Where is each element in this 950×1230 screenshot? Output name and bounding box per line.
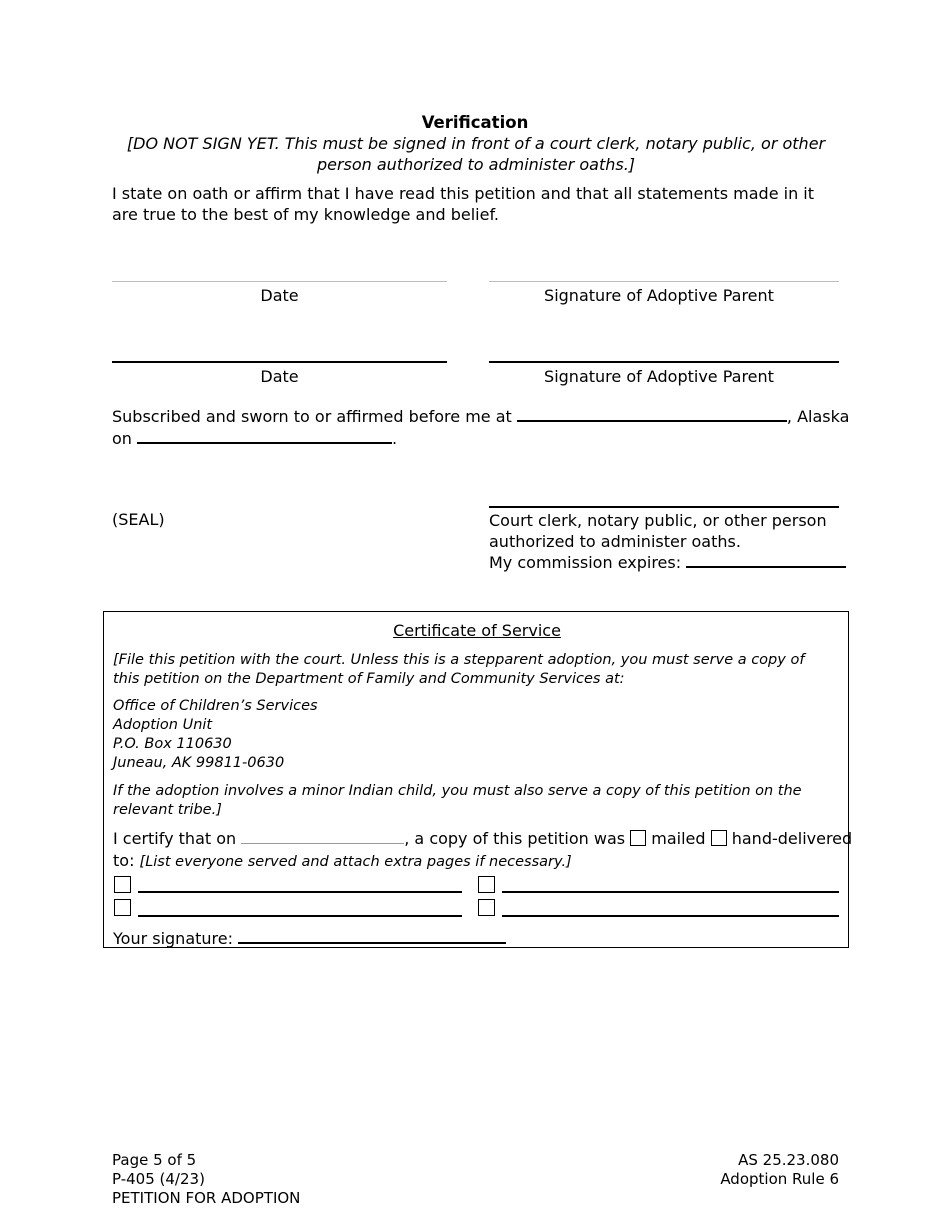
date-label-1: Date xyxy=(260,286,299,305)
certify-line xyxy=(113,829,852,848)
date-line-1[interactable] xyxy=(112,281,447,282)
signature-line-1[interactable] xyxy=(489,281,839,282)
sworn-date-line xyxy=(112,428,397,448)
sworn-end: . xyxy=(392,429,398,448)
served-party-field[interactable] xyxy=(138,891,462,893)
served-party-field[interactable] xyxy=(502,891,839,893)
address-line: Office of Children’s Services xyxy=(113,698,318,714)
served-party-field[interactable] xyxy=(138,915,462,917)
form-number: P-405 (4/23) xyxy=(112,1170,205,1188)
your-signature-field[interactable] xyxy=(238,928,506,944)
ocs-address xyxy=(113,697,833,773)
file-instruction: [File this petition with the court. Unless this is a stepparent adoption, you must serve a copy of this petition on the Department of Family and Community Services at: xyxy=(113,652,805,687)
footer-right xyxy=(720,1151,839,1189)
footer-left xyxy=(112,1151,300,1208)
sworn-suffix: , Alaska xyxy=(786,407,850,426)
served-party-checkbox[interactable] xyxy=(478,876,495,893)
served-party-checkbox[interactable] xyxy=(114,899,131,916)
address-line: Juneau, AK 99811-0630 xyxy=(113,755,285,771)
your-signature-label: Your signature: xyxy=(113,929,233,948)
signature-label-1: Signature of Adoptive Parent xyxy=(544,286,774,305)
verification-instruction: [DO NOT SIGN YET. This must be signed in front of a court clerk, notary public, or other person authorized to administer oaths.] xyxy=(126,134,826,174)
certificate-title: Certificate of Service xyxy=(393,621,561,640)
mailed-label: mailed xyxy=(651,829,706,848)
oath-statement: I state on oath or affirm that I have read this petition and that all statements made in it are true to the best of my knowledge and belief. xyxy=(112,184,815,224)
notary-signature-line[interactable] xyxy=(489,506,839,508)
commission-expires-field[interactable] xyxy=(686,552,846,568)
hand-delivered-label: hand-delivered xyxy=(731,829,853,848)
to-line xyxy=(113,851,572,870)
mailed-checkbox[interactable] xyxy=(630,830,646,846)
form-name: PETITION FOR ADOPTION xyxy=(112,1189,301,1207)
sworn-on-label: on xyxy=(112,429,132,448)
commission-row xyxy=(489,552,839,573)
to-instruction: [List everyone served and attach extra pages if necessary.] xyxy=(139,854,572,870)
statute-reference: AS 25.23.080 xyxy=(738,1151,839,1169)
seal-label: (SEAL) xyxy=(112,510,165,529)
certify-prefix: I certify that on xyxy=(113,829,237,848)
service-date-field[interactable] xyxy=(241,829,404,844)
served-party-checkbox[interactable] xyxy=(478,899,495,916)
certify-middle: , a copy of this petition was xyxy=(404,829,626,848)
signature-line-2[interactable] xyxy=(489,361,839,363)
commission-label: My commission expires: xyxy=(489,553,682,572)
page-number: Page 5 of 5 xyxy=(112,1151,197,1169)
to-label: to: xyxy=(113,851,135,870)
certificate-of-service xyxy=(103,611,853,948)
rule-reference: Adoption Rule 6 xyxy=(720,1170,839,1188)
sworn-date-field[interactable] xyxy=(137,428,392,444)
address-line: Adoption Unit xyxy=(113,717,213,733)
date-label-2: Date xyxy=(260,367,299,386)
address-line: P.O. Box 110630 xyxy=(113,736,232,752)
signature-label-2: Signature of Adoptive Parent xyxy=(544,367,774,386)
sworn-location-field[interactable] xyxy=(517,406,787,422)
hand-delivered-checkbox[interactable] xyxy=(711,830,727,846)
notary-line-1: Court clerk, notary public, or other person xyxy=(489,511,827,530)
verification-title: Verification xyxy=(421,113,529,132)
sworn-line xyxy=(112,406,849,426)
notary-line-2: authorized to administer oaths. xyxy=(489,532,741,551)
sworn-prefix: Subscribed and sworn to or affirmed before me at xyxy=(112,407,512,426)
date-line-2[interactable] xyxy=(112,361,447,363)
indian-child-note: If the adoption involves a minor Indian child, you must also serve a copy of this petition on the relevant tribe.] xyxy=(113,783,802,818)
notary-block xyxy=(489,510,839,573)
served-party-field[interactable] xyxy=(502,915,839,917)
served-party-checkbox[interactable] xyxy=(114,876,131,893)
your-signature-row xyxy=(113,928,506,948)
